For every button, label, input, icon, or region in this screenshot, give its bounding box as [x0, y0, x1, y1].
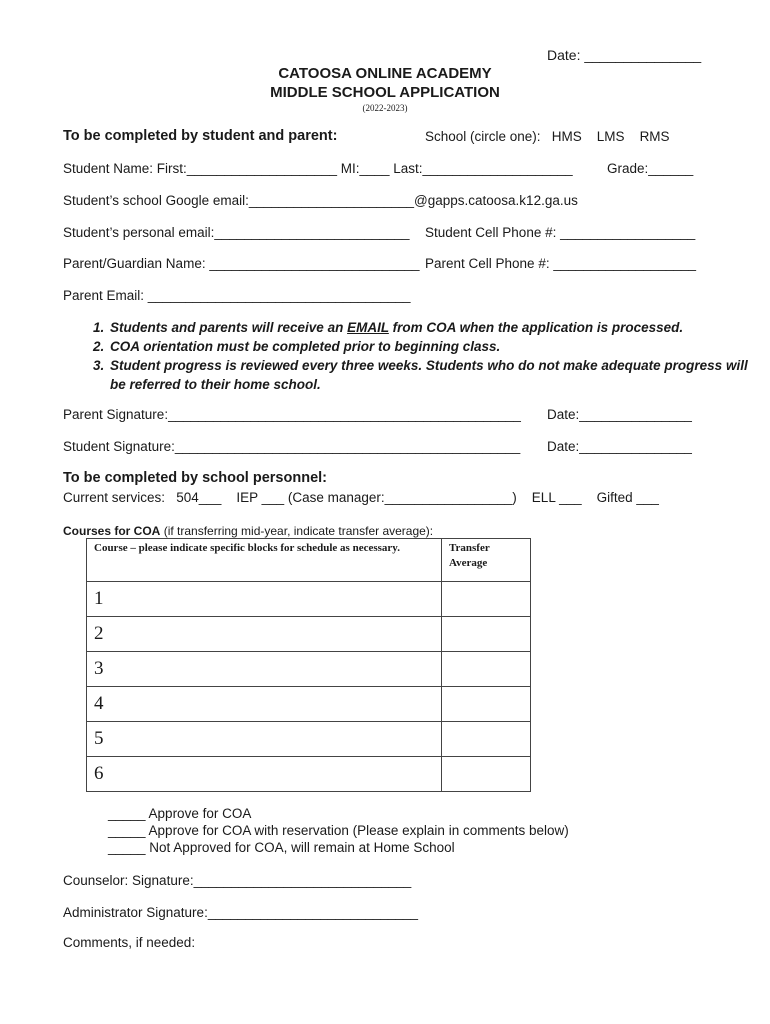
date-field[interactable]: Date: _______________	[547, 47, 702, 63]
course-row	[87, 582, 531, 617]
transfer-average-cell[interactable]	[442, 722, 531, 757]
course-row	[87, 652, 531, 687]
school-year: (2022-2023)	[362, 103, 408, 113]
student-name-field[interactable]: Student Name: First:____________________ MI:____ Last:____________________	[63, 161, 573, 176]
google-email-field[interactable]: Student’s school Google email:______________________@gapps.catoosa.k12.ga.us	[63, 193, 578, 208]
school-section-heading: To be completed by school personnel:	[63, 470, 327, 486]
approve-reservation-option[interactable]: _____ Approve for COA with reservation (Please explain in comments below)	[108, 823, 569, 838]
transfer-average-cell[interactable]	[442, 617, 531, 652]
note-email	[108, 318, 748, 337]
parent-email-field[interactable]: Parent Email: ___________________________________	[63, 288, 411, 303]
parent-date-field[interactable]: Date:_______________	[547, 407, 692, 422]
note-orientation: 2. COA orientation must be completed prior to beginning class.	[108, 337, 748, 356]
note-progress: 3. Student progress is reviewed every three weeks. Students who do not make adequate progress will be referred to their home school.	[108, 356, 748, 394]
course-row	[87, 687, 531, 722]
student-section-heading: To be completed by student and parent:	[63, 128, 338, 144]
administrator-signature-field[interactable]: Administrator Signature:____________________________	[63, 905, 419, 920]
current-services-field[interactable]: Current services: 504___ IEP ___ (Case manager:_________________) ELL ___ Gifted ___	[63, 490, 659, 505]
course-cell[interactable]: 6	[87, 757, 442, 792]
courses-table	[86, 538, 531, 792]
grade-field[interactable]: Grade:______	[607, 161, 694, 176]
courses-header-row	[87, 539, 531, 582]
guardian-name-field[interactable]: Parent/Guardian Name: ____________________________	[63, 256, 420, 271]
course-cell[interactable]: 4	[87, 687, 442, 722]
course-cell[interactable]: 1	[87, 582, 442, 617]
courses-label-title: Courses for COA	[63, 524, 161, 538]
course-cell[interactable]: 2	[87, 617, 442, 652]
student-date-field[interactable]: Date:_______________	[547, 439, 692, 454]
courses-label-note: (if transferring mid-year, indicate transfer average):	[160, 524, 434, 538]
form-title: MIDDLE SCHOOL APPLICATION	[270, 84, 500, 101]
parent-cell-field[interactable]: Parent Cell Phone #: ___________________	[425, 256, 696, 271]
parent-signature-field[interactable]: Parent Signature:_______________________________________________	[63, 407, 521, 422]
comments-label: Comments, if needed:	[63, 935, 196, 950]
courses-label	[63, 524, 433, 538]
transfer-average-cell[interactable]	[442, 757, 531, 792]
course-row	[87, 722, 531, 757]
personal-email-field[interactable]: Student’s personal email:__________________________	[63, 225, 410, 240]
course-cell[interactable]: 5	[87, 722, 442, 757]
note-email-emphasis: EMAIL	[347, 320, 389, 335]
notes-list	[84, 318, 748, 394]
student-cell-field[interactable]: Student Cell Phone #: __________________	[425, 225, 696, 240]
course-cell[interactable]: 3	[87, 652, 442, 687]
course-row	[87, 617, 531, 652]
note-email-text: Students and parents will receive an	[110, 320, 348, 335]
not-approved-option[interactable]: _____ Not Approved for COA, will remain at Home School	[108, 840, 455, 855]
school-circle-field[interactable]: School (circle one): HMS LMS RMS	[425, 129, 670, 144]
note-email-text-end: from COA when the application is processed.	[388, 320, 684, 335]
student-signature-field[interactable]: Student Signature:______________________________________________	[63, 439, 521, 454]
approve-option[interactable]: _____ Approve for COA	[108, 806, 252, 821]
transfer-average-column-header: Transfer Average	[442, 539, 531, 582]
counselor-signature-field[interactable]: Counselor: Signature:_____________________________	[63, 873, 412, 888]
school-name: CATOOSA ONLINE ACADEMY	[278, 65, 492, 82]
transfer-average-cell[interactable]	[442, 687, 531, 722]
transfer-average-cell[interactable]	[442, 652, 531, 687]
transfer-average-cell[interactable]	[442, 582, 531, 617]
course-column-header: Course – please indicate specific blocks for schedule as necessary.	[87, 539, 442, 582]
course-row	[87, 757, 531, 792]
